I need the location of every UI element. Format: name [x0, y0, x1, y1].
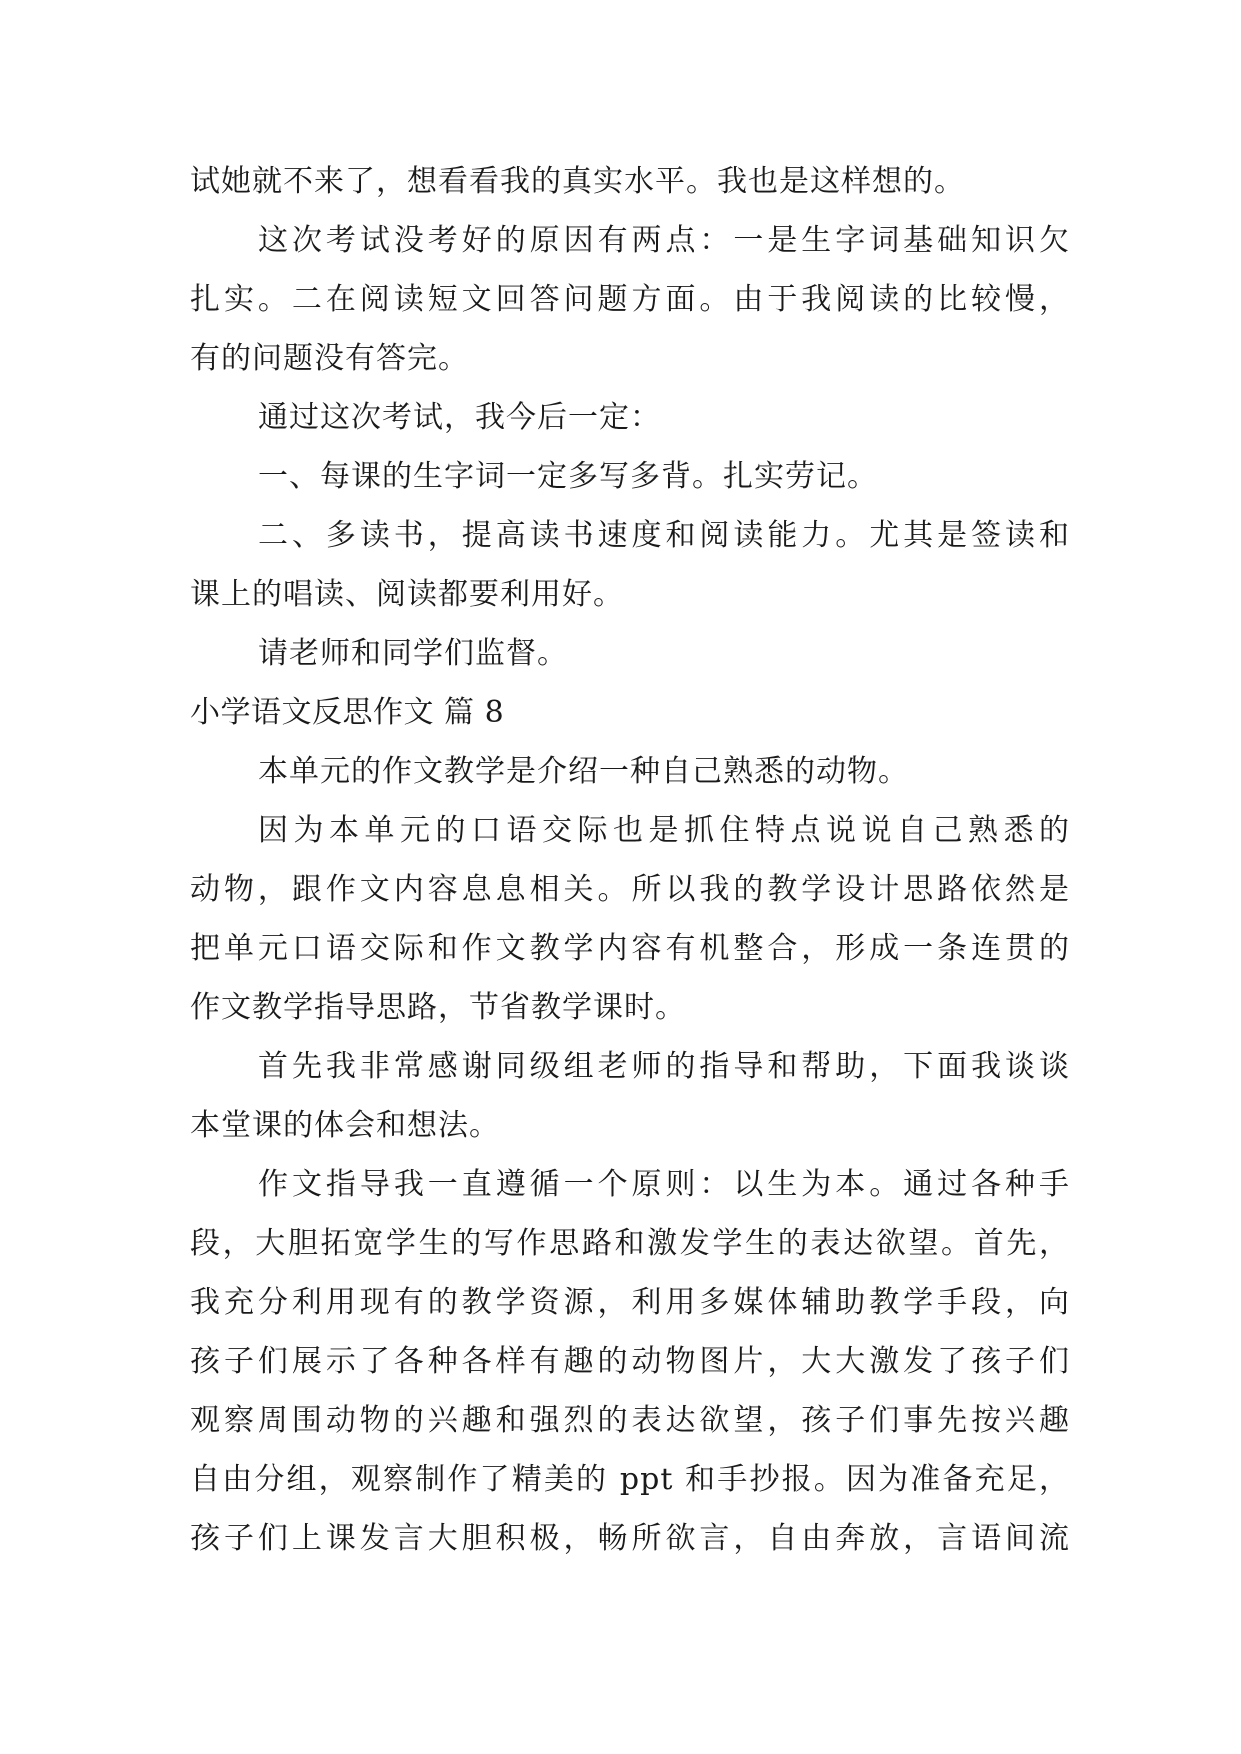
text-line: 首先我非常感谢同级组老师的指导和帮助，下面我谈谈: [258, 1049, 1070, 1084]
text-line: 观察周围动物的兴趣和强烈的表达欲望，孩子们事先按兴趣: [190, 1403, 1070, 1438]
text-line: 孩子们上课发言大胆积极，畅所欲言，自由奔放，言语间流: [190, 1521, 1070, 1556]
text-line: 作文教学指导思路，节省教学课时。: [190, 990, 686, 1025]
text-line: 试她就不来了，想看看我的真实水平。我也是这样想的。: [190, 164, 965, 199]
text-line: 我充分利用现有的教学资源，利用多媒体辅助教学手段，向: [190, 1285, 1070, 1320]
text-line: 一、每课的生字词一定多写多背。扎实劳记。: [258, 459, 878, 494]
text-line: 自由分组，观察制作了精美的 ppt 和手抄报。因为准备充足，: [190, 1462, 1070, 1497]
text-line: 动物，跟作文内容息息相关。所以我的教学设计思路依然是: [190, 872, 1070, 907]
text-line: 二、多读书，提高读书速度和阅读能力。尤其是签读和: [258, 518, 1070, 553]
text-line: 有的问题没有答完。: [190, 341, 469, 376]
text-line: 请老师和同学们监督。: [258, 636, 568, 671]
text-line: 通过这次考试，我今后一定：: [258, 400, 661, 435]
text-line: 作文指导我一直遵循一个原则：以生为本。通过各种手: [258, 1167, 1070, 1202]
text-line: 把单元口语交际和作文教学内容有机整合，形成一条连贯的: [190, 931, 1070, 966]
text-line: 本堂课的体会和想法。: [190, 1108, 500, 1143]
text-line: 课上的唱读、阅读都要利用好。: [190, 577, 624, 612]
text-line: 段，大胆拓宽学生的写作思路和激发学生的表达欲望。首先，: [190, 1226, 1070, 1261]
text-line: 因为本单元的口语交际也是抓住特点说说自己熟悉的: [258, 813, 1070, 848]
text-line: 这次考试没考好的原因有两点：一是生字词基础知识欠: [258, 223, 1070, 258]
section-heading: 小学语文反思作文 篇 8: [190, 695, 505, 730]
text-line: 孩子们展示了各种各样有趣的动物图片，大大激发了孩子们: [190, 1344, 1070, 1379]
text-line: 扎实。二在阅读短文回答问题方面。由于我阅读的比较慢，: [190, 282, 1070, 317]
text-line: 本单元的作文教学是介绍一种自己熟悉的动物。: [258, 754, 909, 789]
